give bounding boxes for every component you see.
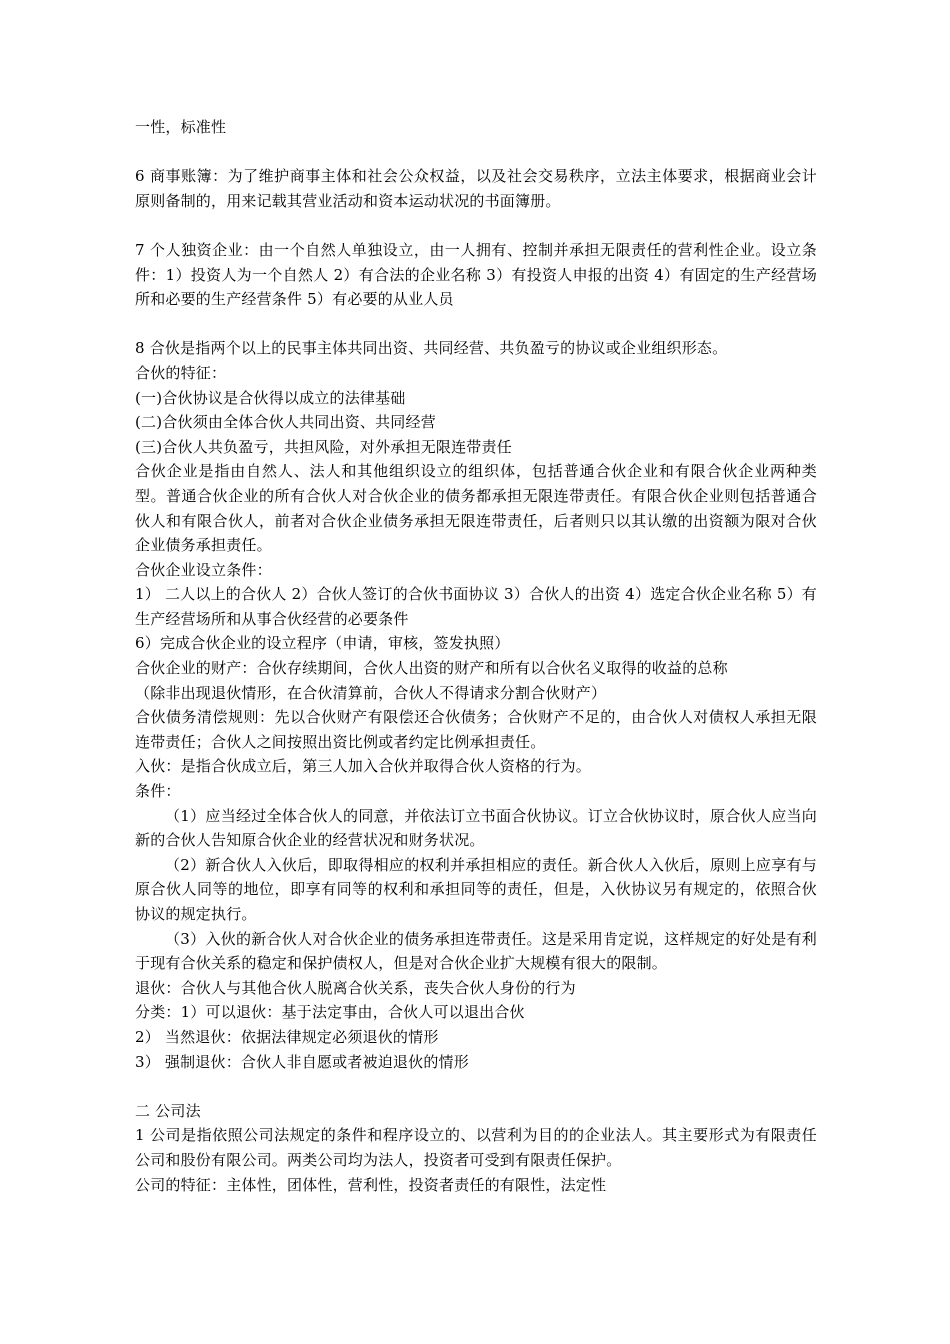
paragraph-debt-rules: 合伙债务清偿规则：先以合伙财产有限偿还合伙债务；合伙财产不足的，由合伙人对债权人承担无限连带责任；合伙人之间按照出资比例或者约定比例承担责任。 — [135, 708, 817, 751]
paragraph-feature-1: (一)合伙协议是合伙得以成立的法律基础 — [135, 388, 406, 407]
paragraph-withdrawal-type-1: 分类：1）可以退伙：基于法定事由，合伙人可以退出合伙 — [135, 1003, 525, 1022]
paragraph-feature-2: (二)合伙须由全体合伙人共同出资、共同经营 — [135, 413, 436, 432]
paragraph-admission-condition-3: （3）入伙的新合伙人对合伙企业的债务承担连带责任。这是采用肯定说，这样规定的好处是有利于现有合伙关系的稳定和保护债权人，但是对合伙企业扩大规模有很大的限制。 — [135, 929, 817, 973]
paragraph-company-features: 公司的特征：主体性，团体性，营利性，投资者责任的有限性，法定性 — [135, 1175, 607, 1194]
paragraph-gap — [135, 1074, 817, 1099]
paragraph-establishment-heading: 合伙企业设立条件： — [135, 560, 272, 579]
paragraph-gap — [135, 312, 817, 337]
section-heading-company-law: 二 公司法 — [135, 1101, 201, 1120]
paragraph-commercial-books: 6 商事账簿：为了维护商事主体和社会公众权益，以及社会交易秩序，立法主体要求，根据商业会计原则备制的，用来记载其营业活动和资本运动状况的书面簿册。 — [135, 167, 817, 210]
paragraph-partnership-definition: 8 合伙是指两个以上的民事主体共同出资、共同经营、共负盈亏的协议或企业组织形态。 — [135, 339, 728, 358]
paragraph-establishment-conditions: 1） 二人以上的合伙人 2）合伙人签订的合伙书面协议 3）合伙人的出资 4）选定合伙企业名称 5）有生产经营场所和从事合伙经营的必要条件 — [135, 585, 817, 628]
paragraph-property-note: （除非出现退伙情形，在合伙清算前，合伙人不得请求分割合伙财产） — [135, 683, 607, 702]
paragraph-sole-proprietorship: 7 个人独资企业：由一个自然人单独设立，由一人拥有、控制并承担无限责任的营利性企业。设立条件：1）投资人为一个自然人 2）有合法的企业名称 3）有投资人申报的出资 4）有固定的生产经营场所和必要的生产经营条件 5）有必要的从业人员 — [135, 240, 817, 309]
paragraph-admission-condition-2: （2）新合伙人入伙后，即取得相应的权利并承担相应的责任。新合伙人入伙后，原则上应享有与原合伙人同等的地位，即享有同等的权利和承担同等的责任，但是，入伙协议另有规定的，依照合伙协议的规定执行。 — [135, 855, 817, 923]
document-body — [135, 115, 817, 1197]
paragraph-admission-conditions-heading: 条件： — [135, 782, 181, 801]
paragraph-withdrawal-type-2: 2） 当然退伙：依据法律规定必须退伙的情形 — [135, 1027, 439, 1046]
paragraph-gap — [135, 140, 817, 165]
paragraph-continuation: 一性，标准性 — [135, 118, 227, 136]
paragraph-withdrawal: 退伙：合伙人与其他合伙人脱离合伙关系，丧失合伙人身份的行为 — [135, 978, 576, 997]
paragraph-establishment-procedure: 6）完成合伙企业的设立程序（申请，审核，签发执照） — [135, 634, 510, 653]
paragraph-partnership-property: 合伙企业的财产：合伙存续期间，合伙人出资的财产和所有以合伙名义取得的收益的总称 — [135, 659, 728, 678]
paragraph-partnership-enterprise: 合伙企业是指由自然人、法人和其他组织设立的组织体，包括普通合伙企业和有限合伙企业两种类型。普通合伙企业的所有合伙人对合伙企业的债务都承担无限连带责任。有限合伙企业则包括普通合伙人和有限合伙人，前者对合伙企业债务承担无限连带责任，后者则只以其认缴的出资额为限对合伙企业债务承担责任。 — [135, 462, 817, 555]
paragraph-withdrawal-type-3: 3） 强制退伙：合伙人非自愿或者被迫退伙的情形 — [135, 1052, 469, 1071]
paragraph-admission: 入伙：是指合伙成立后，第三人加入合伙并取得合伙人资格的行为。 — [135, 757, 592, 776]
paragraph-company-definition: 1 公司是指依照公司法规定的条件和程序设立的、以营利为目的的企业法人。其主要形式为有限责任公司和股份有限公司。两类公司均为法人，投资者可受到有限责任保护。 — [135, 1126, 817, 1169]
paragraph-admission-condition-1: （1）应当经过全体合伙人的同意，并依法订立书面合伙协议。订立合伙协议时，原合伙人应当向新的合伙人告知原合伙企业的经营状况和财务状况。 — [135, 806, 817, 850]
paragraph-gap — [135, 213, 817, 238]
paragraph-partnership-features-heading: 合伙的特征： — [135, 363, 227, 382]
paragraph-feature-3: (三)合伙人共负盈亏，共担风险，对外承担无限连带责任 — [135, 437, 512, 456]
